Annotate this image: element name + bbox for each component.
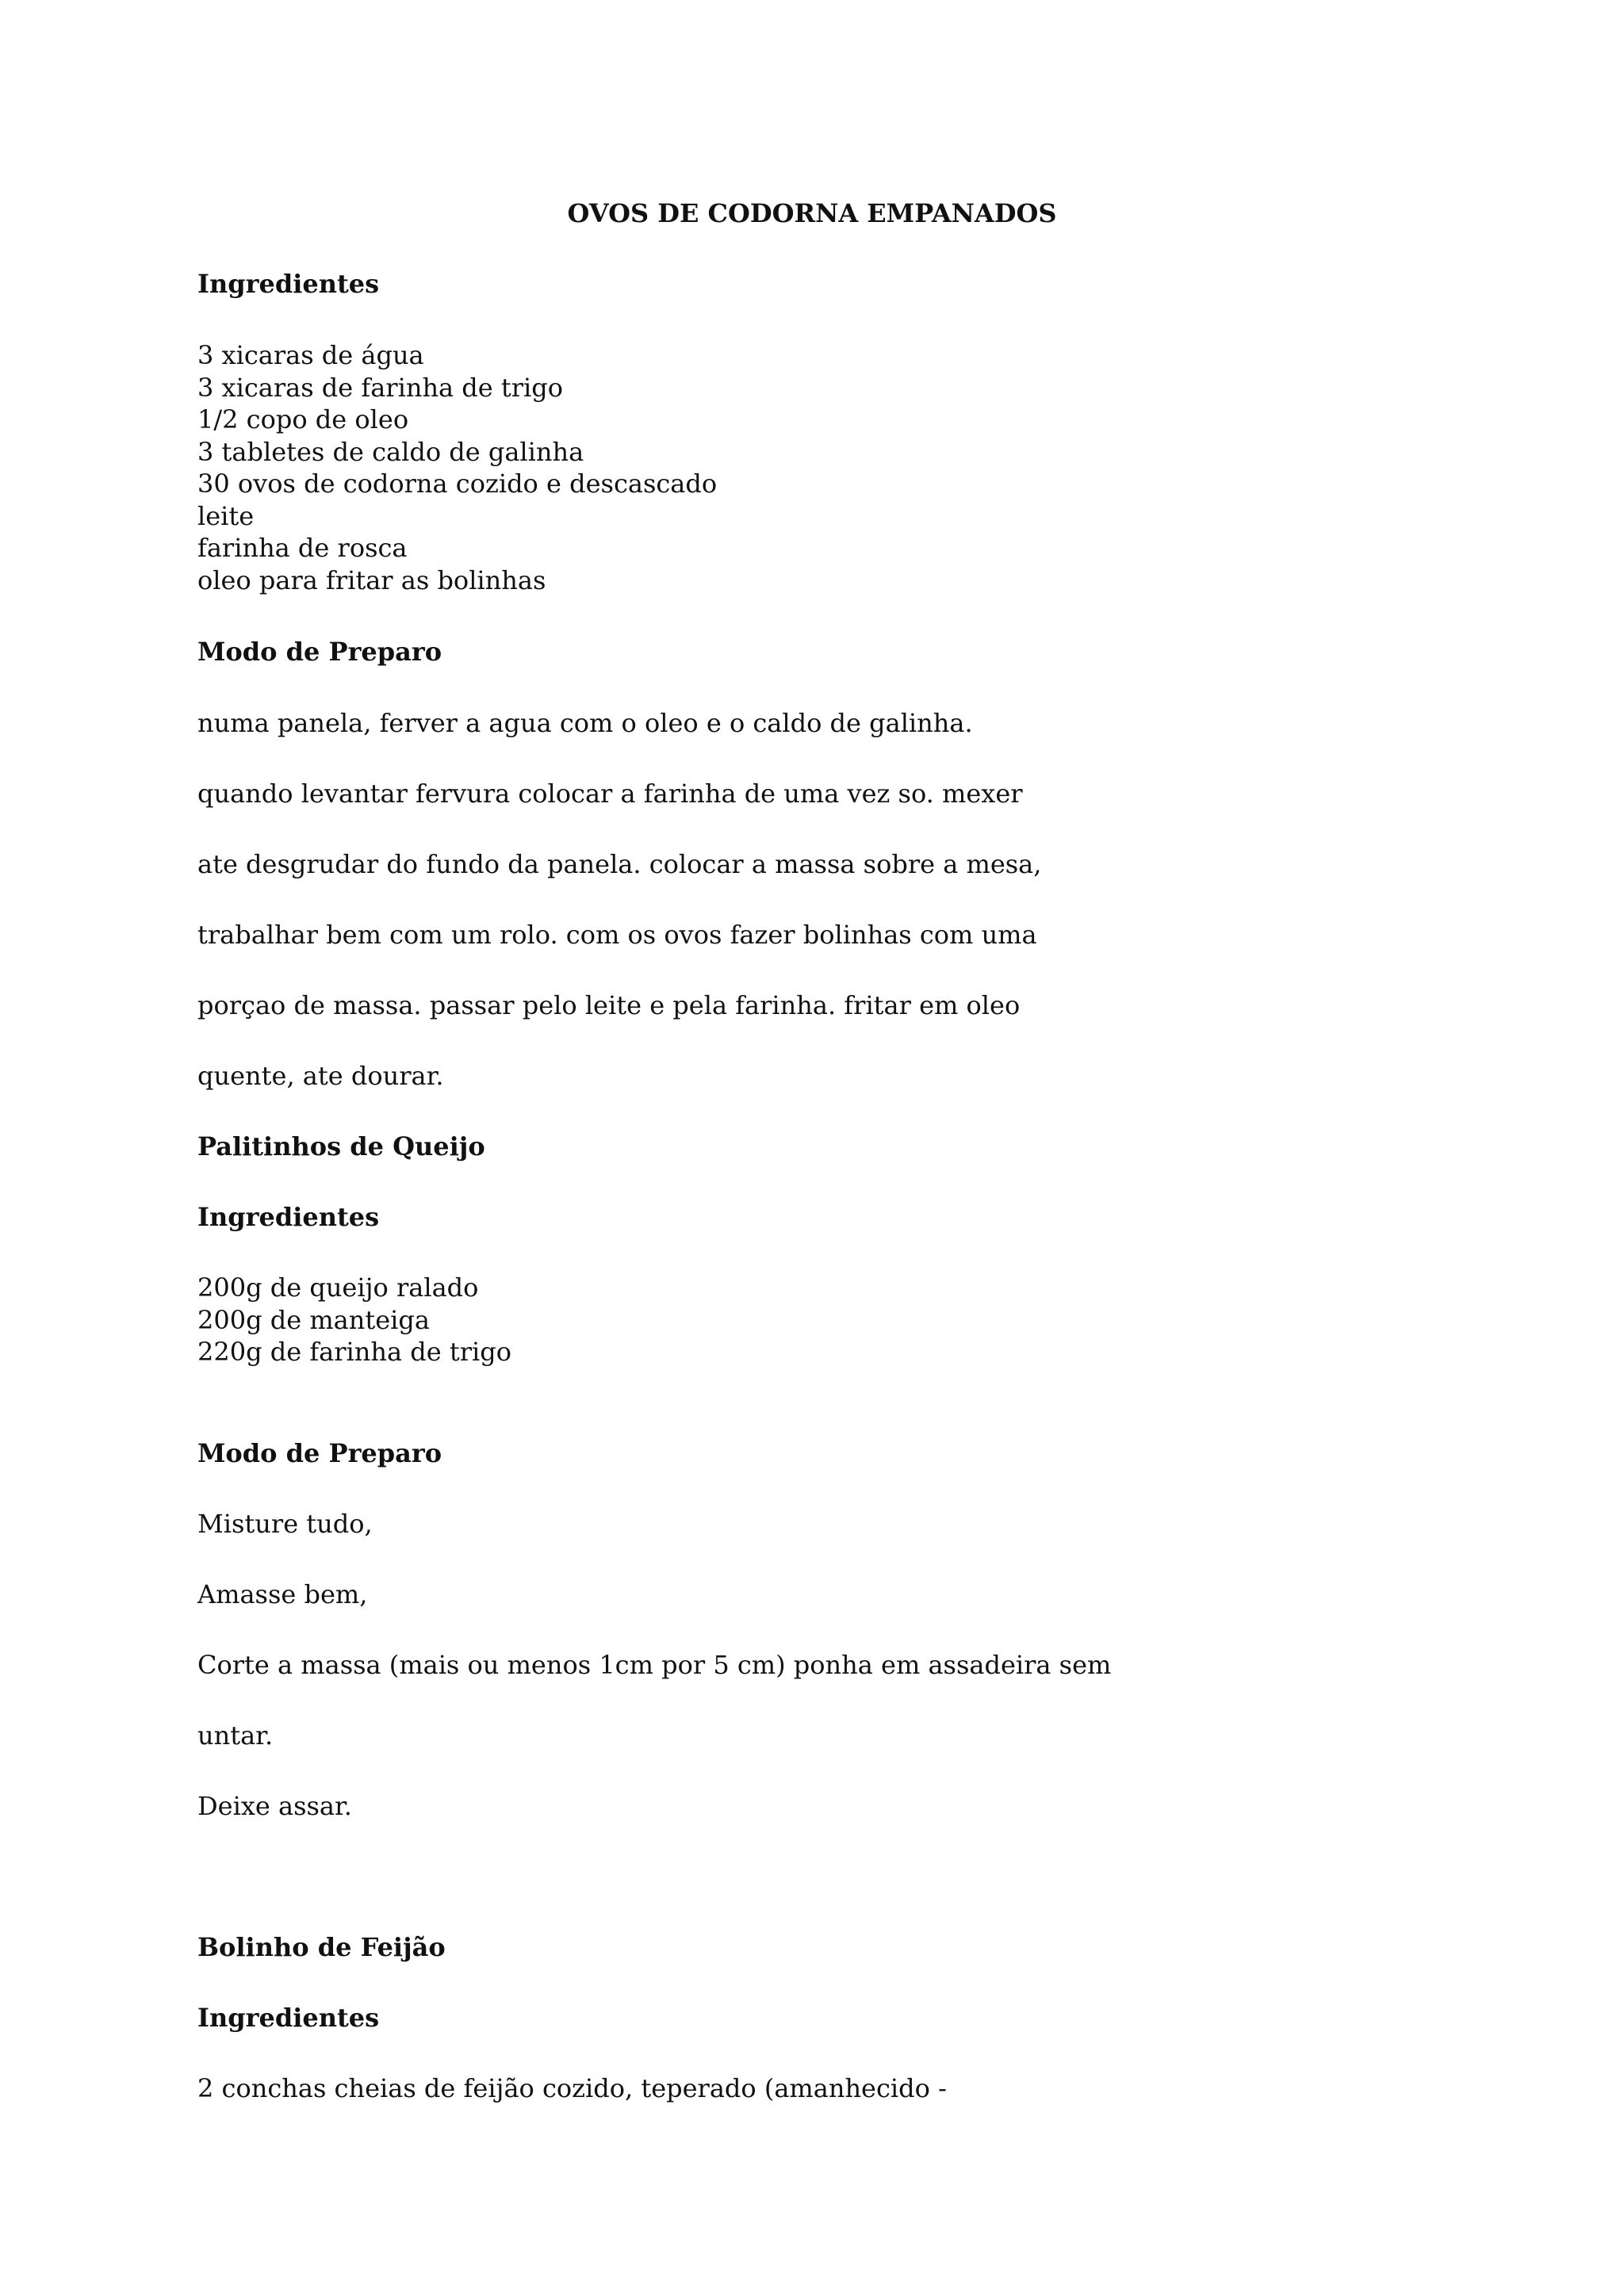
ingredient-item: oleo para fritar as bolinhas bbox=[197, 564, 546, 595]
ingredients-list bbox=[197, 1272, 511, 1368]
ingredients-heading: Ingredientes bbox=[197, 1202, 380, 1232]
method-line: trabalhar bem com um rolo. com os ovos fazer bolinhas com uma bbox=[197, 920, 1037, 950]
ingredient-item: 2 conchas cheias de feijão cozido, teperado (amanhecido - bbox=[197, 2073, 947, 2103]
ingredient-item: 30 ovos de codorna cozido e descascado bbox=[197, 469, 718, 499]
method-line: numa panela, ferver a agua com o oleo e o caldo de galinha. bbox=[197, 708, 973, 738]
method-line: Corte a massa (mais ou menos 1cm por 5 cm) ponha em assadeira sem bbox=[197, 1650, 1112, 1680]
recipe-title: OVOS DE CODORNA EMPANADOS bbox=[567, 198, 1057, 228]
ingredient-item: leite bbox=[197, 500, 255, 531]
ingredients-heading: Ingredientes bbox=[197, 269, 380, 299]
method-line: ate desgrudar do fundo da panela. colocar a massa sobre a mesa, bbox=[197, 849, 1042, 879]
method-heading: Modo de Preparo bbox=[197, 1438, 442, 1468]
recipe-title: Palitinhos de Queijo bbox=[197, 1131, 485, 1161]
ingredient-item: farinha de rosca bbox=[197, 533, 408, 563]
method-line: Misture tudo, bbox=[197, 1509, 373, 1539]
ingredient-item: 3 tabletes de caldo de galinha bbox=[197, 436, 584, 467]
ingredients-list bbox=[197, 339, 717, 596]
ingredient-item: 200g de manteiga bbox=[197, 1304, 430, 1335]
method-heading: Modo de Preparo bbox=[197, 637, 442, 667]
ingredient-item: 220g de farinha de trigo bbox=[197, 1337, 511, 1367]
ingredients-heading: Ingredientes bbox=[197, 2003, 380, 2033]
ingredient-item: 1/2 copo de oleo bbox=[197, 404, 409, 434]
method-line: porçao de massa. passar pelo leite e pela farinha. fritar em oleo bbox=[197, 990, 1021, 1020]
method-line: quando levantar fervura colocar a farinha de uma vez so. mexer bbox=[197, 779, 1023, 809]
recipe-title: Bolinho de Feijão bbox=[197, 1932, 446, 1962]
ingredient-item: 3 xicaras de farinha de trigo bbox=[197, 372, 564, 403]
method-line: quente, ate dourar. bbox=[197, 1061, 444, 1091]
method-line: Deixe assar. bbox=[197, 1791, 352, 1821]
ingredient-item: 3 xicaras de água bbox=[197, 340, 424, 370]
ingredient-item: 200g de queijo ralado bbox=[197, 1272, 479, 1303]
method-line: Amasse bem, bbox=[197, 1579, 368, 1609]
method-line: untar. bbox=[197, 1720, 274, 1751]
